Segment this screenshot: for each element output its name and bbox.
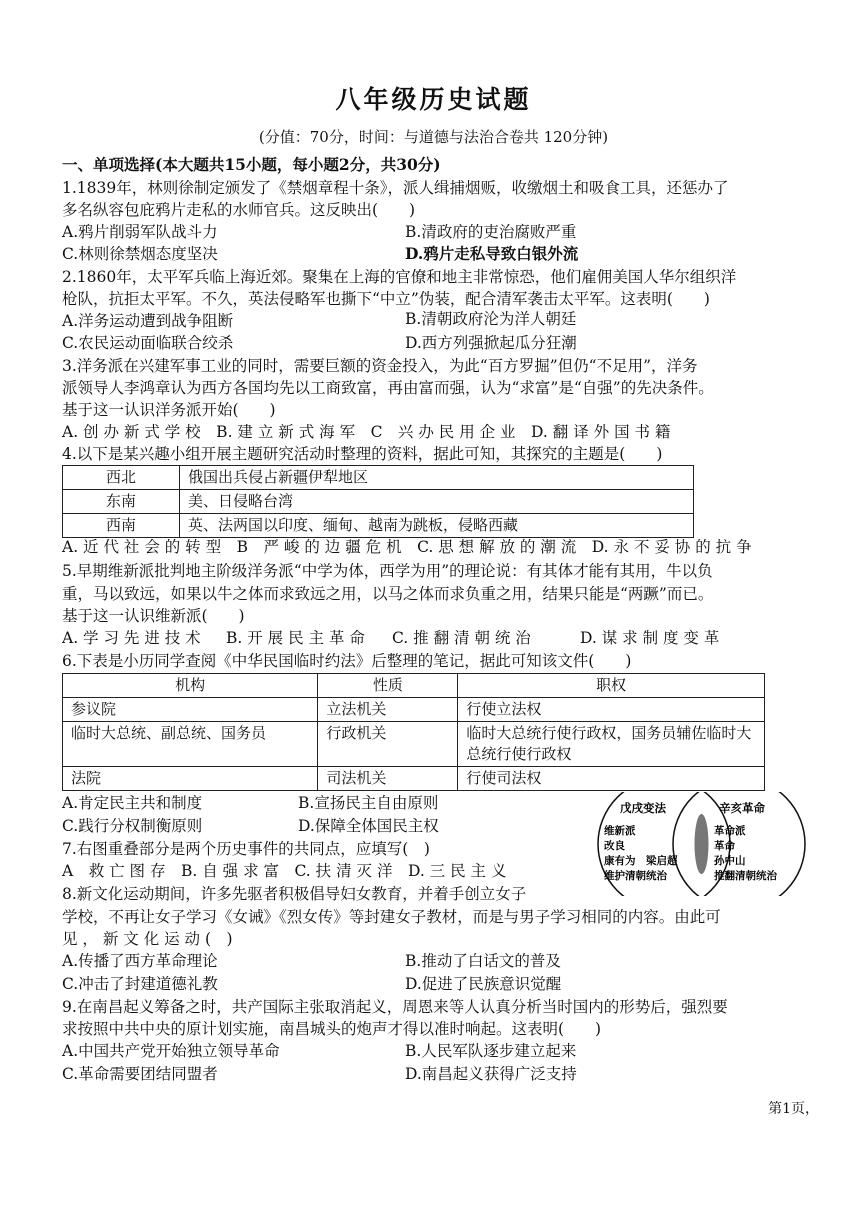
venn-right-title: 辛亥革命 bbox=[719, 801, 765, 815]
table-cell: 英、法两国以印度、缅甸、越南为跳板，侵略西藏 bbox=[180, 514, 694, 538]
table-cell: 东南 bbox=[63, 490, 180, 514]
table-row bbox=[63, 698, 765, 722]
venn-right-item: 革命派 bbox=[714, 825, 746, 837]
question-1-line-2: 多名纵容包庇鸦片走私的水师官兵。这反映出( ) bbox=[62, 201, 416, 219]
table-row bbox=[63, 466, 694, 490]
table-cell: 行政机关 bbox=[318, 722, 458, 767]
q5-option-a: A. 学 习 先 进 技 术 bbox=[62, 629, 201, 647]
q2-option-a: A.洋务运动遭到战争阻断 bbox=[62, 312, 234, 330]
q1-option-b: B.清政府的吏治腐败严重 bbox=[405, 223, 577, 241]
page-number: 第1页， bbox=[768, 1101, 819, 1117]
question-1-line-1: 1.1839年，林则徐制定颁发了《禁烟章程十条》，派人缉捕烟贩，收缴烟土和吸食工具，还惩办了 bbox=[62, 179, 729, 197]
question-7-line-1: 7.右图重叠部分是两个历史事件的共同点，应填写( ) bbox=[62, 840, 430, 858]
q6-option-c: C.践行分权制衡原则 bbox=[62, 817, 203, 835]
question-8-line-3: 见 ， 新 文 化 运 动 ( ) bbox=[62, 930, 233, 948]
section-heading: 一、单项选择(本大题共15小题，每小题2分，共30分) bbox=[62, 155, 441, 174]
q4-table bbox=[62, 465, 694, 538]
table-cell: 立法机关 bbox=[318, 698, 458, 722]
table-header-row bbox=[63, 674, 765, 698]
question-6-line-1: 6.下表是小历同学查阅《中华民国临时约法》后整理的笔记，据此可知该文件( ) bbox=[62, 652, 632, 670]
question-2-line-1: 2.1860年，太平军兵临上海近郊。聚集在上海的官僚和地主非常惊恐，他们雇佣美国人华尔组织洋 bbox=[62, 268, 737, 286]
q1-option-a: A.鸦片削弱军队战斗力 bbox=[62, 223, 218, 241]
table-header: 机构 bbox=[63, 674, 318, 698]
q2-option-b: B.清朝政府沦为洋人朝廷 bbox=[405, 310, 577, 328]
venn-right-item: 孙中山 bbox=[714, 855, 746, 867]
table-cell: 美、日侵略台湾 bbox=[180, 490, 694, 514]
q6-option-a: A.肯定民主共和制度 bbox=[62, 794, 203, 812]
question-4-line-1: 4.以下是某兴趣小组开展主题研究活动时整理的资料，据此可知，其探究的主题是( ) bbox=[62, 445, 663, 463]
question-8-line-1: 8.新文化运动期间，许多先驱者积极倡导妇女教育，并着手创立女子 bbox=[62, 885, 527, 903]
question-2-line-2: 枪队，抗拒太平军。不久，英法侵略军也撕下“中立”伪装，配合清军袭击太平军。这表明( ) bbox=[62, 290, 710, 308]
q5-option-c: C. 推 翻 清 朝 统 治 bbox=[392, 629, 531, 647]
q2-option-d: D.西方列强掀起瓜分狂潮 bbox=[405, 334, 577, 352]
table-row bbox=[63, 722, 765, 767]
venn-left-item: 维护清朝统治 bbox=[604, 870, 667, 882]
q4-options: A. 近 代 社 会 的 转 型 B 严 峻 的 边 疆 危 机 C. 思 想 解 放 的 潮 流 D. 永 不 妥 协 的 抗 争 bbox=[62, 538, 752, 556]
venn-left-title: 戊戌变法 bbox=[620, 801, 666, 815]
q9-option-d: D.南昌起义获得广泛支持 bbox=[405, 1065, 577, 1083]
table-cell: 行使立法权 bbox=[458, 698, 765, 722]
q1-option-c: C.林则徐禁烟态度坚决 bbox=[62, 245, 218, 263]
question-8-line-2: 学校，不再让女子学习《女诫》《烈女传》等封建女子教材，而是与男子学习相同的内容。由此可 bbox=[62, 908, 721, 926]
venn-left-item: 康有为 梁启超 bbox=[604, 855, 678, 867]
question-3-line-2: 派领导人李鸿章认为西方各国均先以工商致富，再由富而强，认为“求富”是“自强”的先决条件。 bbox=[62, 379, 714, 397]
q7-options: A 救 亡 图 存 B. 自 强 求 富 C. 扶 清 灭 洋 D. 三 民 主 义 bbox=[62, 862, 507, 880]
q2-option-c: C.农民运动面临联合绞杀 bbox=[62, 334, 234, 352]
exam-subtitle: (分值：70分，时间：与道德与法治合卷共 120分钟) bbox=[258, 128, 609, 146]
venn-left-item: 改良 bbox=[604, 840, 625, 852]
question-9-line-2: 求按照中共中央的原计划实施，南昌城头的炮声才得以准时响起。这表明( ) bbox=[62, 1020, 602, 1038]
table-row bbox=[63, 767, 765, 791]
q9-option-a: A.中国共产党开始独立领导革命 bbox=[62, 1042, 280, 1060]
q6-option-d: D.保障全体国民主权 bbox=[298, 817, 439, 835]
table-header: 性质 bbox=[318, 674, 458, 698]
q5-option-d: D. 谋 求 制 度 变 革 bbox=[580, 629, 720, 647]
q1-option-d: D.鸦片走私导致白银外流 bbox=[405, 244, 579, 263]
q8-option-a: A.传播了西方革命理论 bbox=[62, 952, 218, 970]
question-3-line-3: 基于这一认识洋务派开始( ) bbox=[62, 401, 276, 419]
question-5-line-2: 重，马以致远，如果以牛之体而求致远之用，以马之体而求负重之用，结果只能是“两蹶”而已。 bbox=[62, 585, 714, 603]
q6-option-b: B.宣扬民主自由原则 bbox=[298, 794, 439, 812]
venn-left-item: 维新派 bbox=[604, 825, 636, 837]
exam-title: 八年级历史试题 bbox=[335, 85, 532, 114]
table-row bbox=[63, 514, 694, 538]
q8-option-d: D.促进了民族意识觉醒 bbox=[405, 975, 562, 993]
q8-option-b: B.推动了白话文的普及 bbox=[405, 952, 561, 970]
question-5-line-3: 基于这一认识维新派( ) bbox=[62, 607, 245, 625]
table-cell: 临时大总统、副总统、国务员 bbox=[63, 722, 318, 767]
table-cell: 俄国出兵侵占新疆伊犁地区 bbox=[180, 466, 694, 490]
venn-right-item: 推翻清朝统治 bbox=[714, 870, 777, 882]
venn-right-item: 革命 bbox=[714, 840, 735, 852]
table-cell: 司法机关 bbox=[318, 767, 458, 791]
question-3-line-1: 3.洋务派在兴建军事工业的同时，需要巨额的资金投入，为此“百方罗掘”但仍“不足用”，洋务 bbox=[62, 357, 698, 375]
question-9-line-1: 9.在南昌起义筹备之时，共产国际主张取消起义，周恩来等人认真分析当时国内的形势后，强烈要 bbox=[62, 998, 728, 1016]
table-cell: 法院 bbox=[63, 767, 318, 791]
q9-option-c: C.革命需要团结同盟者 bbox=[62, 1065, 218, 1083]
q3-options: A. 创 办 新 式 学 校 B. 建 立 新 式 海 军 C 兴 办 民 用 企 业 D. 翻 译 外 国 书 籍 bbox=[62, 423, 671, 441]
q8-option-c: C.冲击了封建道德礼教 bbox=[62, 975, 218, 993]
table-row bbox=[63, 490, 694, 514]
question-5-line-1: 5.早期维新派批判地主阶级洋务派“中学为体，西学为用”的理论说：有其体才能有其用，牛以负 bbox=[62, 562, 713, 580]
q9-option-b: B.人民军队逐步建立起来 bbox=[405, 1042, 577, 1060]
table-cell: 参议院 bbox=[63, 698, 318, 722]
table-cell: 行使司法权 bbox=[458, 767, 765, 791]
q5-option-b: B. 开 展 民 主 革 命 bbox=[226, 629, 365, 647]
q6-table bbox=[62, 673, 765, 791]
table-cell: 西南 bbox=[63, 514, 180, 538]
table-header: 职权 bbox=[458, 674, 765, 698]
table-cell: 西北 bbox=[63, 466, 180, 490]
table-cell: 临时大总统行使行政权，国务员辅佐临时大总统行使行政权 bbox=[458, 722, 765, 767]
